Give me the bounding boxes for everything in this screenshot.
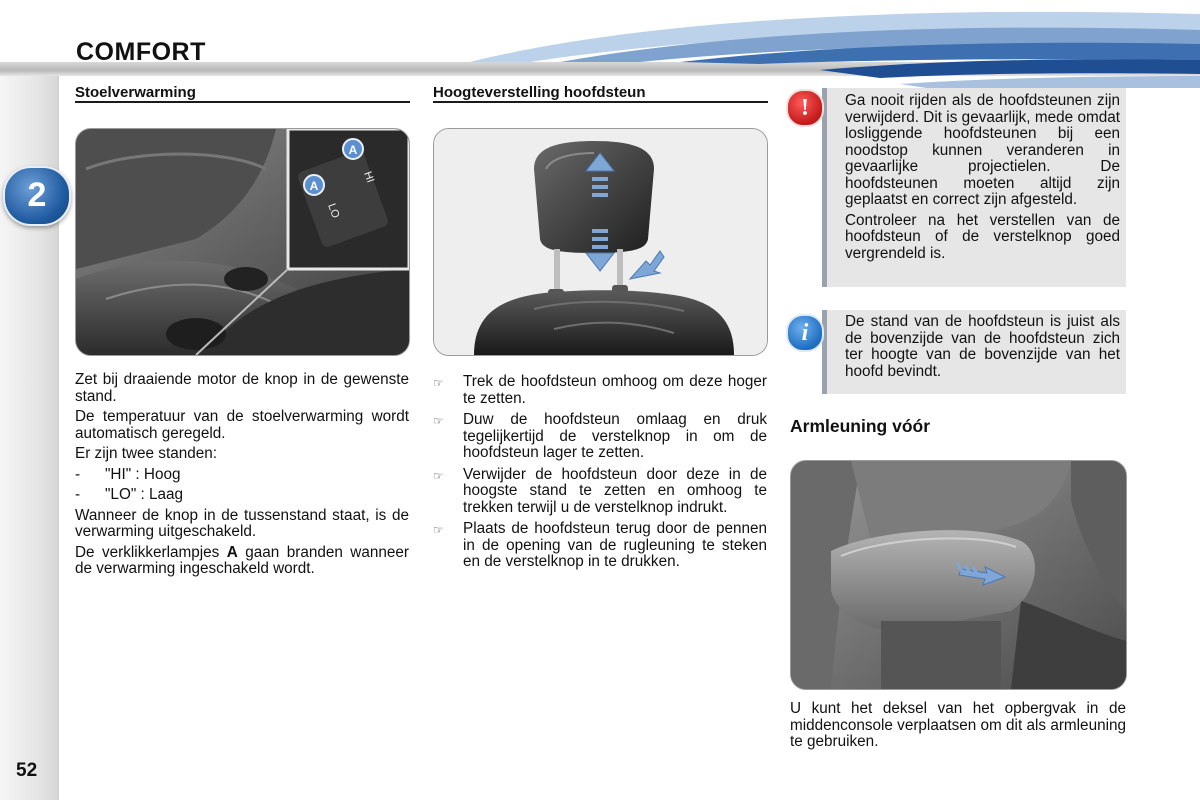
- list-item: ☞ Plaats de hoofdsteun terug door de pennen in de opening van de rugleuning te steken en de verstelknop in te drukken.: [433, 520, 767, 570]
- setting-text: "LO" : Laag: [105, 486, 184, 503]
- marker-a-top: A: [348, 143, 358, 157]
- hi-label: HI: [361, 169, 377, 185]
- marker-a-bottom: A: [309, 179, 319, 193]
- paragraph: De verklikkerlampjes A gaan branden wanneer de verwarming ingeschakeld wordt.: [75, 543, 409, 577]
- warning-paragraph: Controleer na het verstellen van de hoofdsteun of de verstelknop goed vergrendeld is.: [845, 211, 1120, 262]
- armrest-photo: [790, 460, 1127, 690]
- headrest-instructions: [433, 374, 767, 576]
- info-text: De stand van de hoofdsteun is juist als de bovenzijde van de hoofdsteun zich ter hoogte van de bovenzijde van het hoofd bevindt.: [845, 313, 1120, 380]
- pointing-hand-icon: ☞: [433, 414, 444, 428]
- setting-item: - "HI" : Hoog: [75, 465, 181, 483]
- pointing-hand-icon: ☞: [433, 376, 444, 390]
- armrest-heading: Armleuning vóór: [790, 416, 931, 436]
- info-icon: i: [786, 314, 824, 352]
- warning-icon: !: [786, 89, 824, 127]
- chapter-badge: [3, 166, 71, 226]
- pointing-hand-icon: ☞: [433, 523, 444, 537]
- list-item: ☞ Trek de hoofdsteun omhoog om deze hoger te zetten.: [433, 373, 767, 407]
- warning-note: [822, 88, 1126, 287]
- armrest-text: U kunt het deksel van het opbergvak in de middenconsole verplaatsen om dit als armleuning te gebruiken.: [790, 700, 1126, 750]
- list-item: ☞ Verwijder de hoofdsteun door deze in de hoogste stand te zetten en omhoog te trekken terwijl u de verstelknop indrukt.: [433, 465, 767, 516]
- info-note: [822, 310, 1126, 394]
- seat-heating-photo: [75, 128, 410, 356]
- list-item: ☞ Duw de hoofdsteun omlaag en druk tegelijkertijd de verstelknop in om de hoofdsteun lager te zetten.: [433, 411, 767, 461]
- headrest-photo: [433, 128, 768, 356]
- pointing-hand-icon: ☞: [433, 468, 444, 483]
- setting-text: "HI" : Hoog: [105, 465, 181, 483]
- paragraph: Zet bij draaiende motor de knop in de gewenste stand.: [75, 371, 409, 405]
- header-band: [0, 0, 1200, 90]
- armrest-illustration: [791, 461, 1126, 689]
- warning-paragraph: Ga nooit rijden als de hoofdsteunen zijn verwijderd. Dit is gevaarlijk, mede omdat losliggende hoofdsteunen bij een noodstop kunnen veranderen in gevaarlijke projectielen. De hoofdsteunen moeten altijd zijn geplaatst en correct zijn afgesteld.: [845, 92, 1120, 208]
- chapter-number: 2: [27, 176, 47, 214]
- headrest-heading-rule: [433, 101, 768, 103]
- paragraph: Wanneer de knop in de tussenstand staat, is de verwarming uitgeschakeld.: [75, 506, 409, 540]
- page-title: COMFORT: [76, 38, 206, 66]
- paragraph: Er zijn twee standen:: [75, 445, 217, 462]
- page-number: 52: [16, 760, 38, 781]
- seat-heating-heading-rule: [75, 101, 410, 103]
- seat-heating-illustration: [76, 129, 409, 355]
- seat-heating-text: [75, 372, 409, 582]
- paragraph: De temperatuur van de stoelverwarming wordt automatisch geregeld.: [75, 408, 409, 442]
- headrest-heading: Hoogteverstelling hoofdsteun: [433, 84, 646, 101]
- lo-label: LO: [325, 201, 342, 220]
- seat-heating-heading: Stoelverwarming: [75, 84, 196, 101]
- lamp-marker: A: [226, 543, 238, 561]
- setting-item: - "LO" : Laag: [75, 486, 184, 503]
- headrest-illustration: [434, 129, 767, 355]
